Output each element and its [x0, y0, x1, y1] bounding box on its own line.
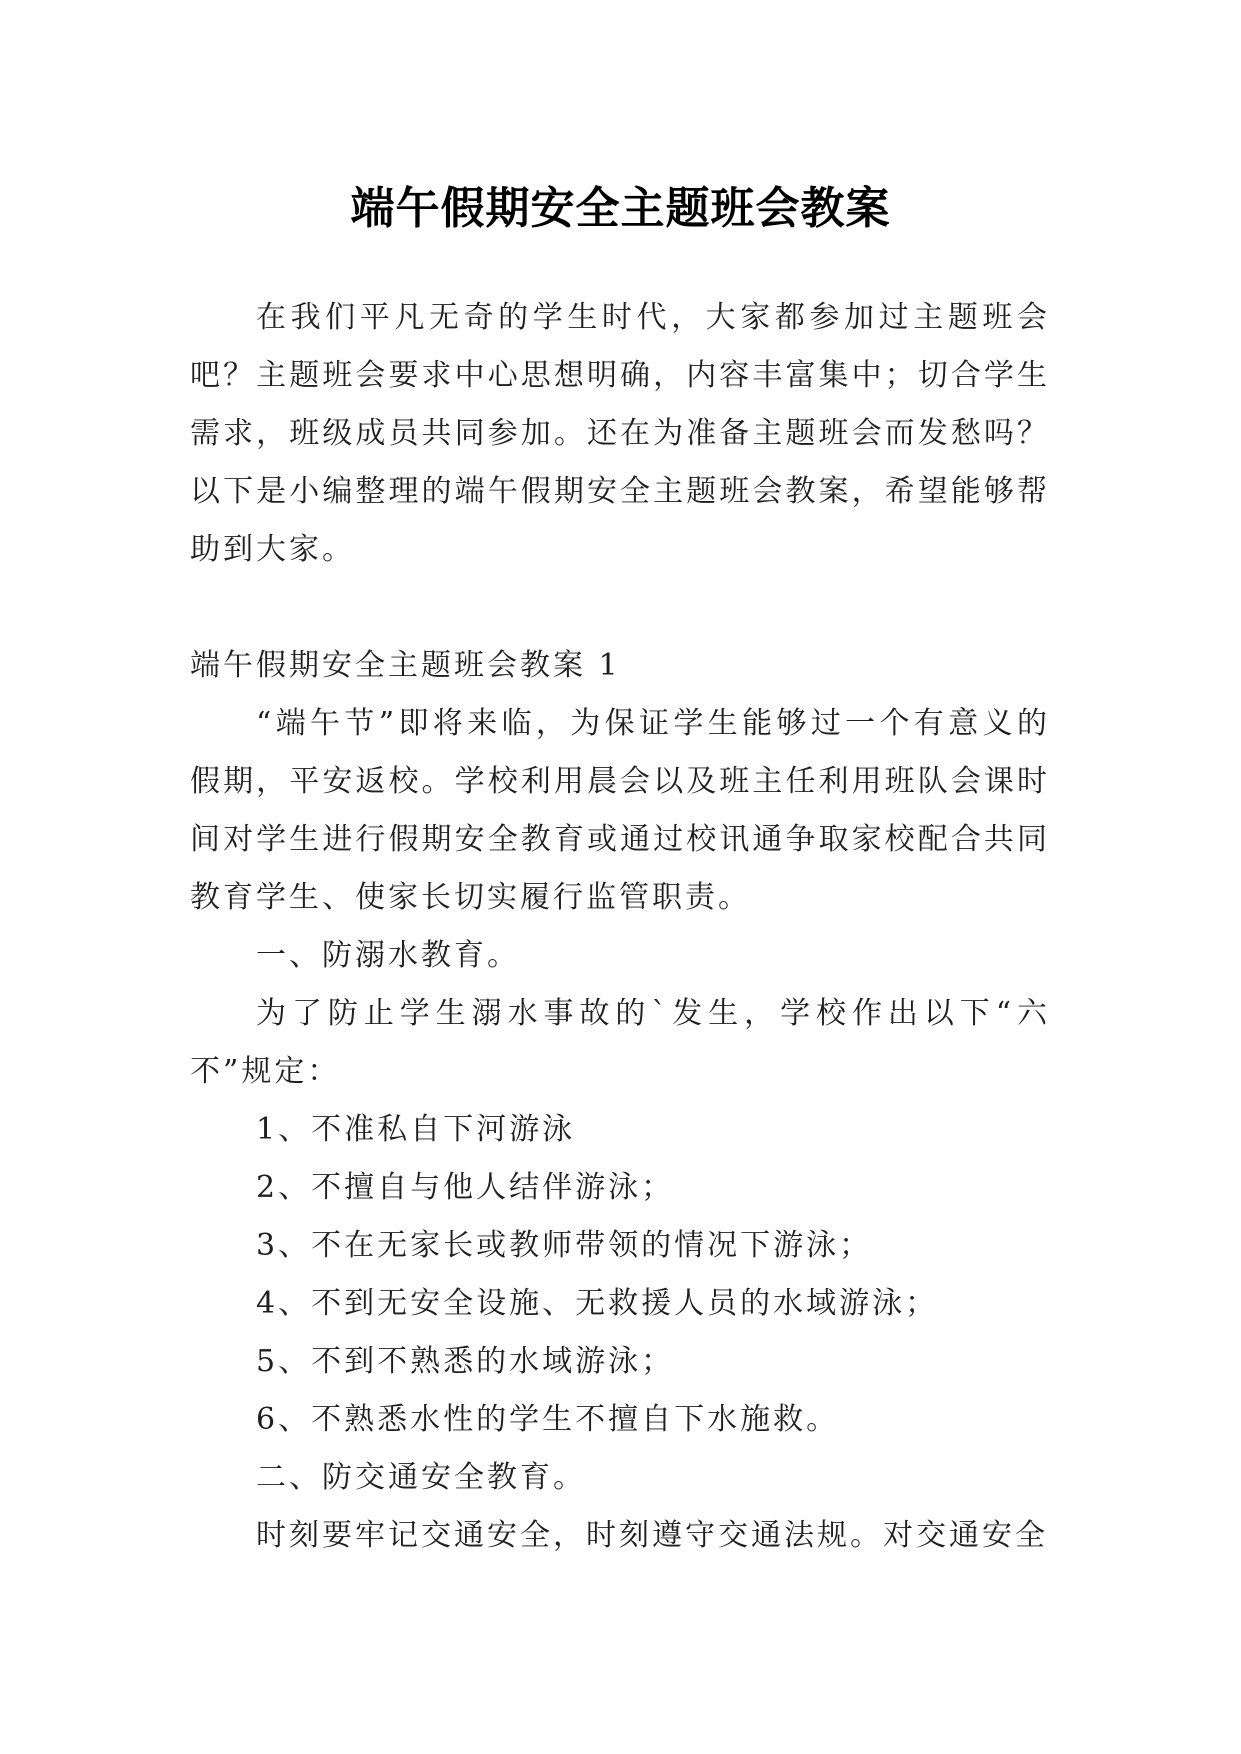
rule-list-item: 6、不熟悉水性的学生不擅自下水施救。: [256, 1402, 840, 1437]
traffic-paragraph: 时刻要牢记交通安全，时刻遵守交通法规。对交通安全: [256, 1518, 1048, 1553]
page-title: 端午假期安全主题班会教案: [350, 183, 891, 235]
intro-paragraph: 在我们平凡无奇的学生时代，大家都参加过主题班会吧？主题班会要求中心思想明确，内容丰富集中；切合学生需求，班级成员共同参加。还在为准备主题班会而发愁吗？以下是小编整理的端午假期安全主题班会教案，希望能够帮助到大家。: [190, 300, 1050, 567]
section-paragraph: “端午节”即将来临，为保证学生能够过一个有意义的假期，平安返校。学校利用晨会以及班主任利用班队会课时间对学生进行假期安全教育或通过校讯通争取家校配合共同教育学生、使家长切实履行监管职责。: [190, 706, 1050, 915]
item-heading-drowning: 一、防溺水教育。: [256, 938, 520, 973]
rule-list-item: 5、不到不熟悉的水域游泳；: [256, 1344, 675, 1379]
rule-list-item: 4、不到无安全设施、无救援人员的水域游泳；: [256, 1286, 939, 1321]
rule-list-item: 2、不擅自与他人结伴游泳；: [256, 1170, 675, 1205]
rule-list-item: 3、不在无家长或教师带领的情况下游泳；: [256, 1228, 873, 1263]
section-heading: 端午假期安全主题班会教案 1: [190, 648, 621, 683]
rules-intro-paragraph: 为了防止学生溺水事故的`发生，学校作出以下“六不”规定：: [190, 996, 1050, 1089]
rule-list-item: 1、不准私自下河游泳: [256, 1112, 576, 1147]
item-heading-traffic: 二、防交通安全教育。: [256, 1460, 586, 1495]
